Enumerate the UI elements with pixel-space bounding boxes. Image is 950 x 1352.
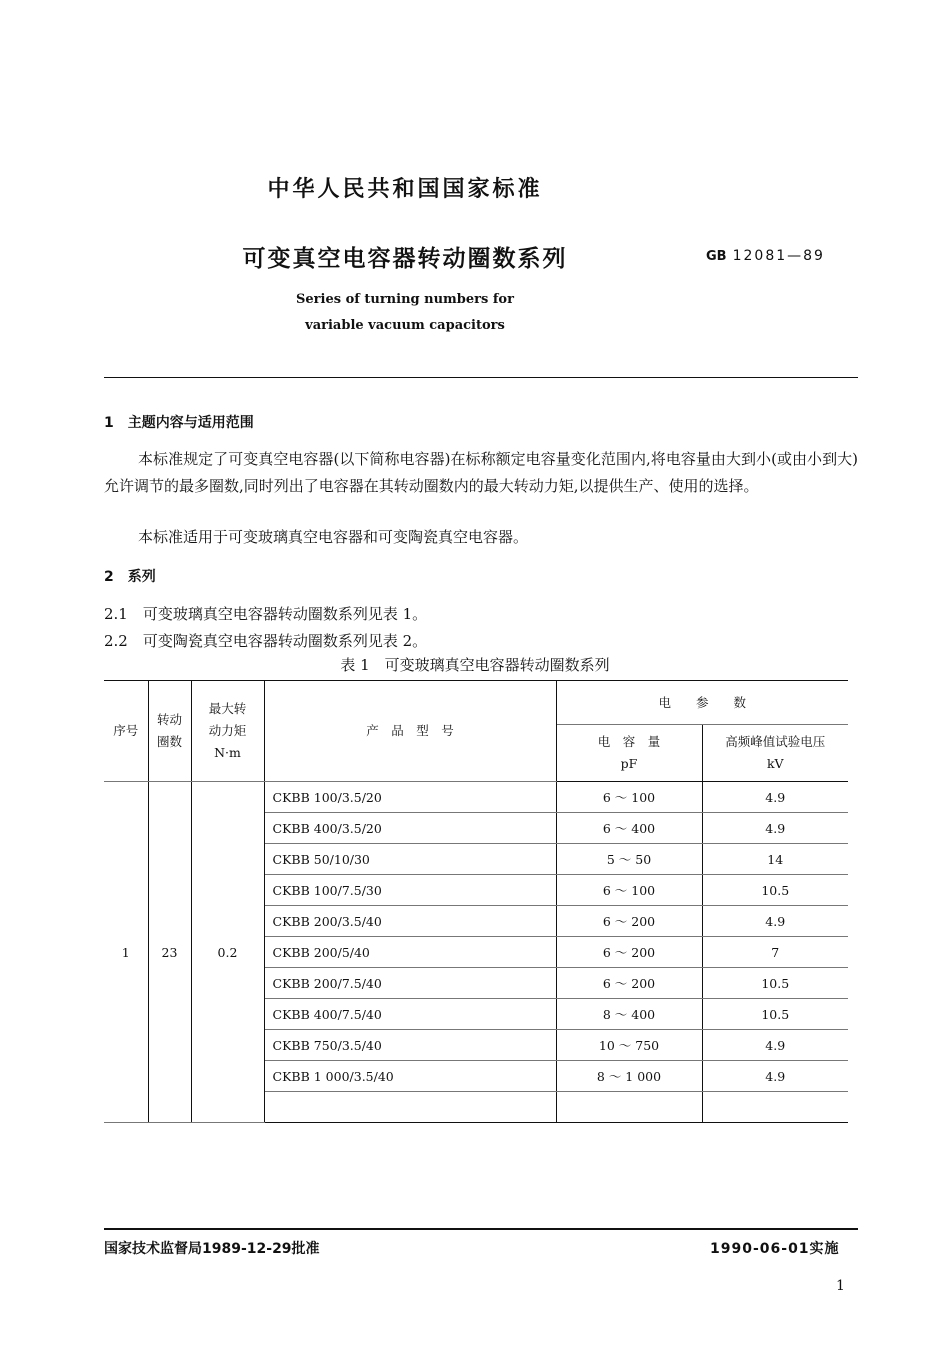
- header-seq: 序号: [104, 681, 148, 782]
- cell-model: CKBB 200/3.5/40: [264, 906, 556, 937]
- header-voltage-label: 高频峰值试验电压: [725, 734, 826, 749]
- header-torque-line1: 最大转: [208, 701, 247, 716]
- cell-model: CKBB 750/3.5/40: [264, 1030, 556, 1061]
- group-turns: 23: [148, 782, 191, 1123]
- cell-model: CKBB 200/7.5/40: [264, 968, 556, 999]
- cell-voltage: 7: [702, 937, 848, 968]
- page-number: 1: [836, 1278, 845, 1294]
- cell-capacitance: 10 ～ 750: [556, 1030, 702, 1061]
- english-title-line2: variable vacuum capacitors: [305, 318, 505, 333]
- standard-code-prefix: GB: [706, 249, 727, 264]
- header-capacitance-unit: pF: [620, 756, 638, 771]
- cell-capacitance: [556, 1092, 702, 1123]
- header-turns-text: 转动圈数: [156, 712, 182, 749]
- cell-model: CKBB 400/3.5/20: [264, 813, 556, 844]
- cell-voltage: 10.5: [702, 875, 848, 906]
- header-capacitance-label: 电 容 量: [597, 734, 661, 749]
- group-seq: 1: [104, 782, 148, 1123]
- cell-voltage: 4.9: [702, 782, 848, 813]
- cell-model: [264, 1092, 556, 1123]
- header-model: 产 品 型 号: [264, 681, 556, 782]
- effective-date: 1990-06-01实施: [710, 1241, 840, 1257]
- cell-capacitance: 6 ～ 200: [556, 937, 702, 968]
- cell-capacitance: 6 ～ 100: [556, 875, 702, 906]
- cell-voltage: 4.9: [702, 1061, 848, 1092]
- cell-model: CKBB 1 000/3.5/40: [264, 1061, 556, 1092]
- cell-capacitance: 8 ～ 400: [556, 999, 702, 1030]
- table1-caption: 表 1 可变玻璃真空电容器转动圈数系列: [340, 656, 610, 674]
- header-turns: [148, 681, 191, 782]
- national-standard-header: 中华人民共和国国家标准: [267, 177, 543, 202]
- cell-model: CKBB 200/5/40: [264, 937, 556, 968]
- section2-item1: 2.1 可变玻璃真空电容器转动圈数系列见表 1。: [104, 605, 428, 623]
- cell-voltage: [702, 1092, 848, 1123]
- header-torque-unit: N·m: [214, 745, 241, 760]
- cell-voltage: 4.9: [702, 1030, 848, 1061]
- cell-model: CKBB 100/7.5/30: [264, 875, 556, 906]
- header-voltage-unit: kV: [766, 756, 784, 771]
- section2-heading: 2 系列: [104, 569, 156, 585]
- cell-capacitance: 5 ～ 50: [556, 844, 702, 875]
- header-torque-line2: 动力矩: [208, 723, 247, 738]
- cell-capacitance: 6 ～ 200: [556, 906, 702, 937]
- header-torque: [191, 681, 264, 782]
- standard-code: [706, 248, 825, 264]
- footer-divider: [104, 1228, 858, 1230]
- standard-code-number: 12081—89: [732, 248, 825, 264]
- cell-model: CKBB 50/10/30: [264, 844, 556, 875]
- table1: [104, 680, 848, 1123]
- cell-voltage: 14: [702, 844, 848, 875]
- cell-model: CKBB 100/3.5/20: [264, 782, 556, 813]
- header-capacitance: [556, 725, 702, 782]
- header-voltage: [702, 725, 848, 782]
- cell-capacitance: 6 ～ 400: [556, 813, 702, 844]
- table-row: [104, 782, 848, 813]
- cell-capacitance: 6 ～ 200: [556, 968, 702, 999]
- section2-item2: 2.2 可变陶瓷真空电容器转动圈数系列见表 2。: [104, 632, 428, 650]
- section1-heading: 1 主题内容与适用范围: [104, 415, 254, 431]
- cell-capacitance: 8 ～ 1 000: [556, 1061, 702, 1092]
- document-title: 可变真空电容器转动圈数系列: [242, 246, 568, 272]
- header-electric-params: 电 参 数: [556, 681, 848, 725]
- cell-capacitance: 6 ～ 100: [556, 782, 702, 813]
- approval-text: 国家技术监督局1989-12-29批准: [104, 1241, 320, 1257]
- cell-voltage: 4.9: [702, 906, 848, 937]
- cell-voltage: 4.9: [702, 813, 848, 844]
- cell-model: CKBB 400/7.5/40: [264, 999, 556, 1030]
- cell-voltage: 10.5: [702, 968, 848, 999]
- english-title-line1: Series of turning numbers for: [296, 292, 514, 307]
- header-divider: [104, 377, 858, 378]
- section1-paragraph2: 本标准适用于可变玻璃真空电容器和可变陶瓷真空电容器。: [138, 528, 529, 546]
- group-torque: 0.2: [191, 782, 264, 1123]
- cell-voltage: 10.5: [702, 999, 848, 1030]
- section1-paragraph1: 本标准规定了可变真空电容器(以下简称电容器)在标称额定电容量变化范围内,将电容量由大到小(或由小到大)允许调节的最多圈数,同时列出了电容器在其转动圈数内的最大转动力矩,以提供生产、使用的选择。: [104, 450, 858, 495]
